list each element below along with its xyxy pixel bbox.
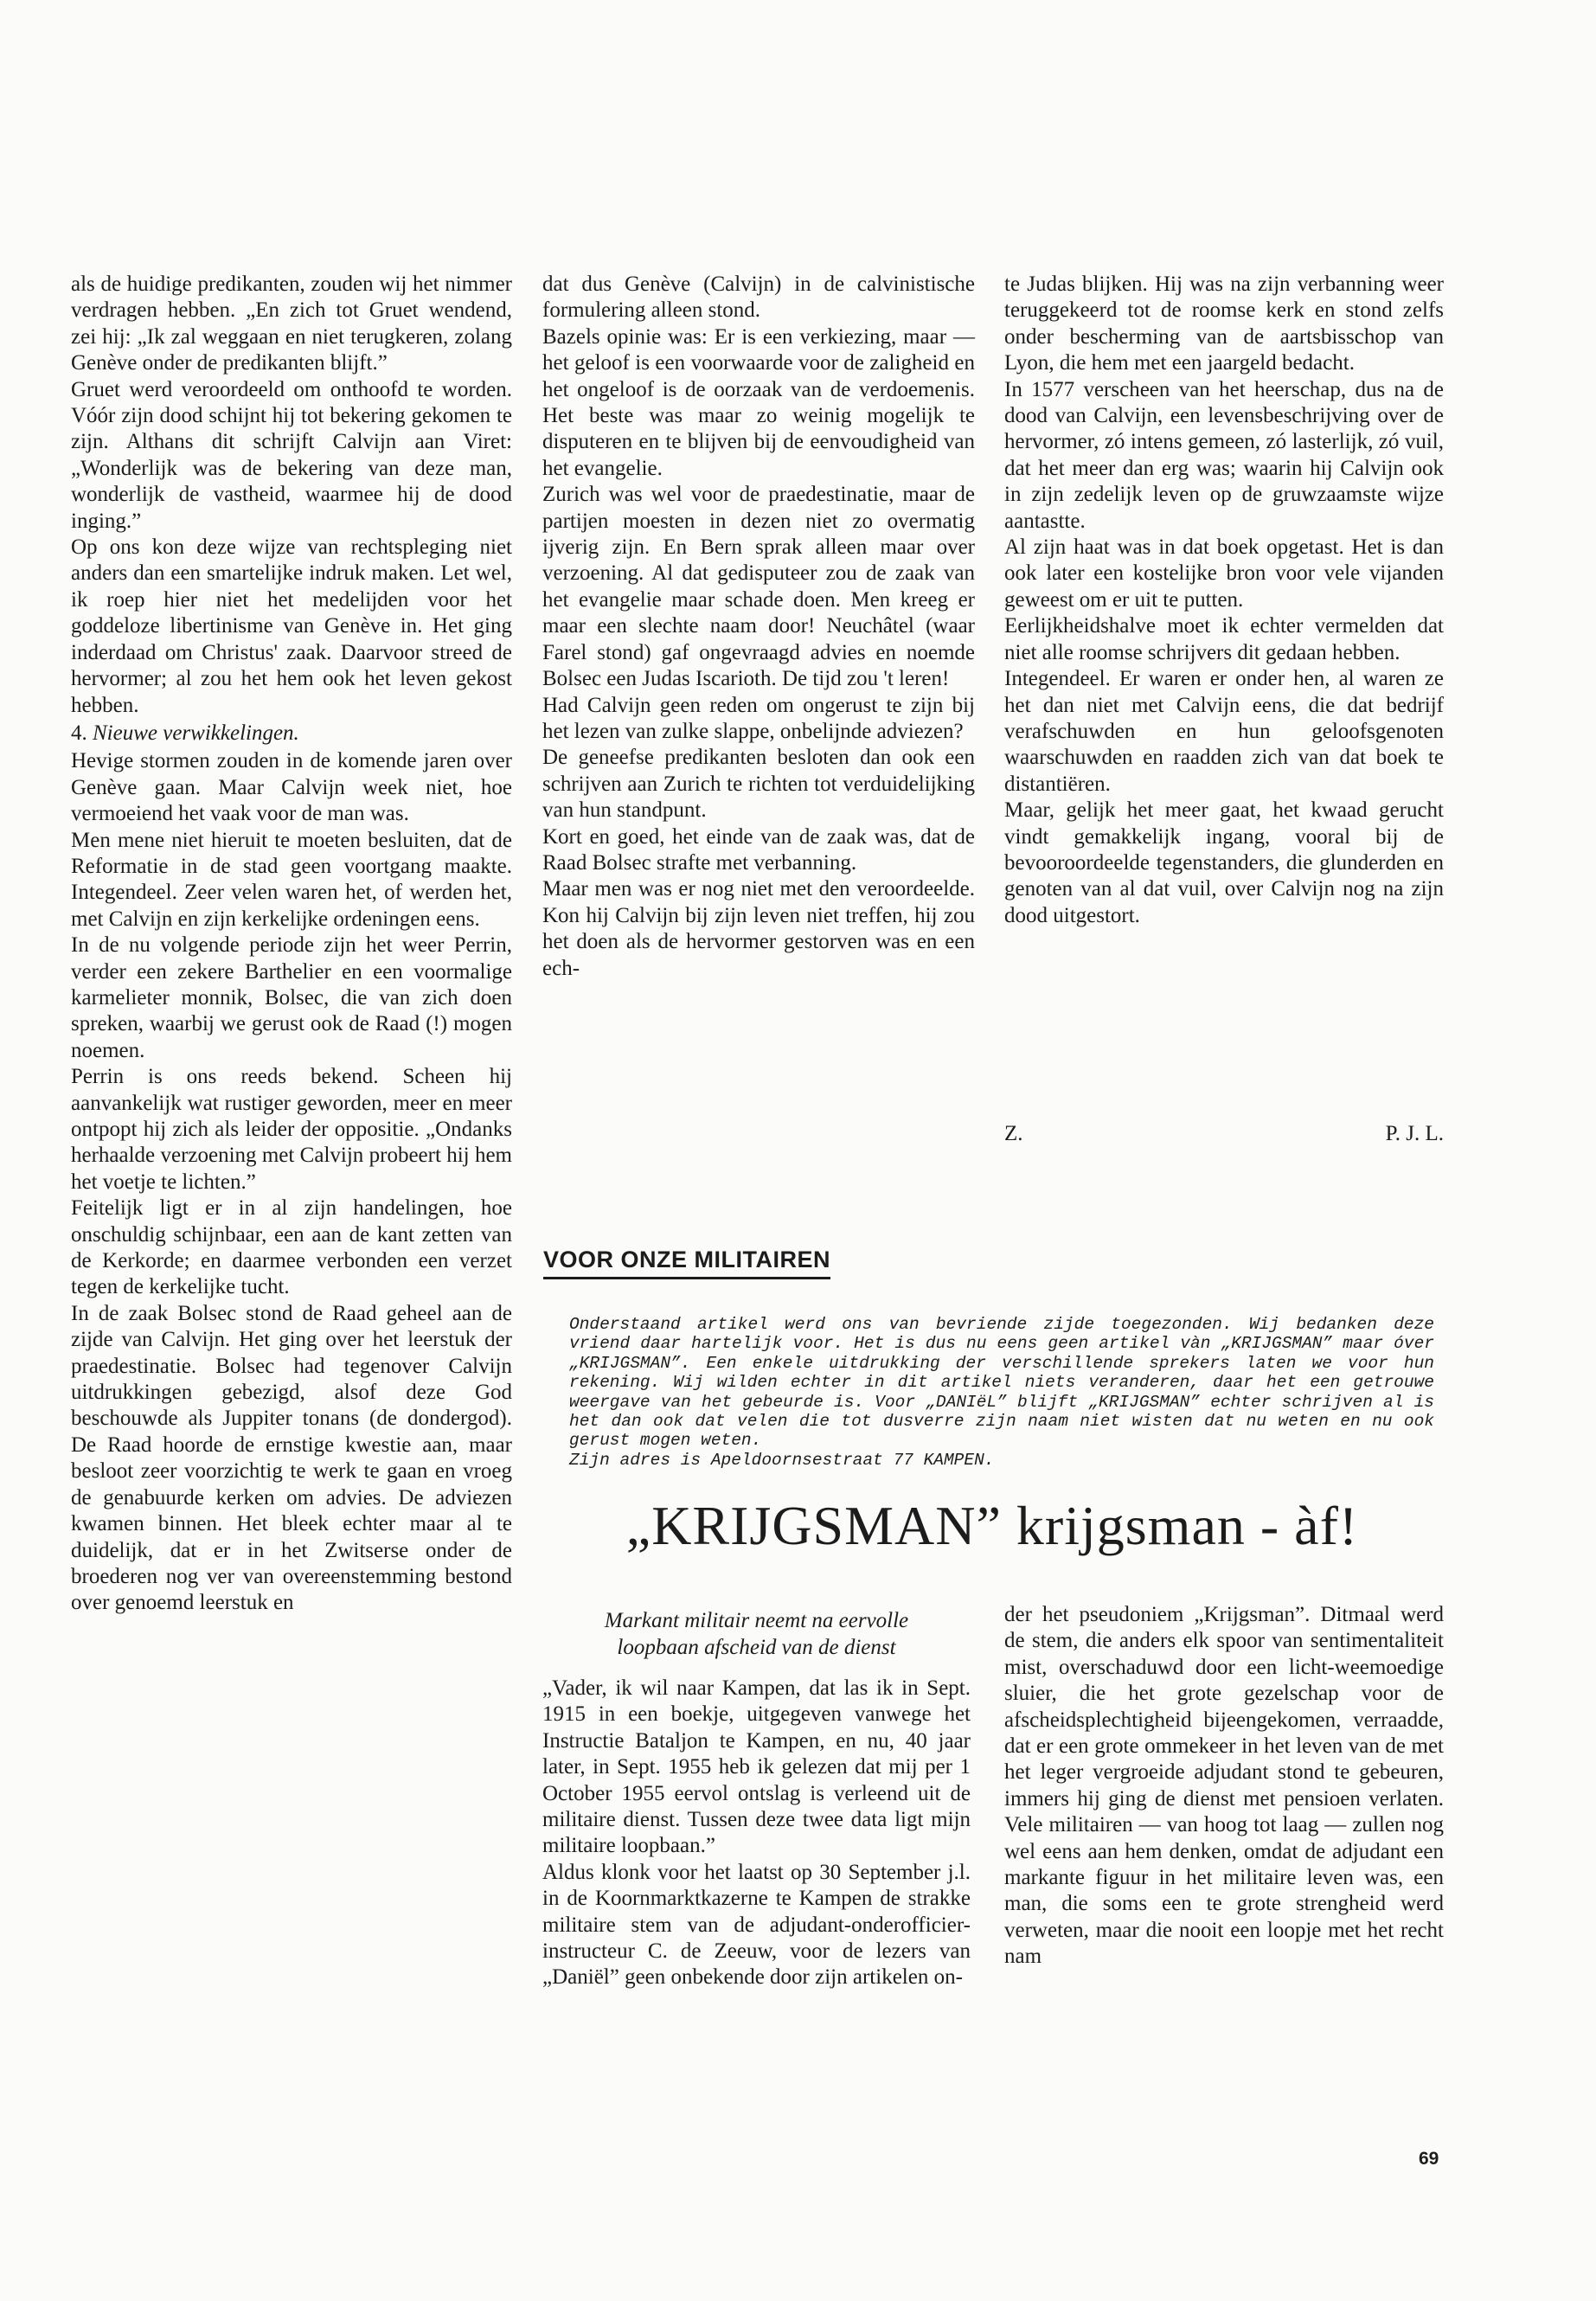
- paragraph: Eerlijkheidshalve moet ik echter vermelden dat niet alle roomse schrijvers dit gedaan hebben.: [1004, 614, 1444, 664]
- paragraph: Integendeel. Er waren er onder hen, al waren ze het dan niet met Calvijn eens, die dat bedrijf verafschuwden en hun geloofsgenoten waarschuwden en raadden zich van dat boek te distantiëren.: [1004, 667, 1444, 796]
- page-number: 69: [1419, 2149, 1439, 2169]
- paragraph: Hevige stormen zouden in de komende jaren over Genève gaan. Maar Calvijn week niet, hoe vermoeiend het vaak voor de man was.: [71, 749, 512, 826]
- paragraph: Perrin is ons reeds bekend. Scheen hij aanvankelijk wat rustiger geworden, meer en meer ontpopt hij zich als leider der oppositie. „Ondanks herhaalde verzoening met Calvijn probeert hij hem het voetje te lichten.”: [71, 1065, 512, 1194]
- paragraph: Aldus klonk voor het laatst op 30 September j.l. in de Koornmarktkazerne te Kampen de strakke militaire stem van de adjudant-onderofficier-instructeur C. de Zeeuw, voor de lezers van „Daniël” geen onbekende door zijn artikelen on-: [542, 1860, 971, 1990]
- section-heading: VOOR ONZE MILITAIREN: [543, 1247, 830, 1279]
- subheading-title: Nieuwe verwikkelingen.: [93, 721, 299, 745]
- paragraph: Men mene niet hieruit te moeten besluiten, dat de Reformatie in de stad geen voortgang maakte. Integendeel. Zeer velen waren het, of werden het, met Calvijn en zijn kerkelijke ordeningen eens.: [71, 828, 512, 931]
- article-column-4: [542, 1676, 971, 1991]
- editorial-intro: [569, 1315, 1434, 1470]
- intro-address: Zijn adres is Apeldoornsestraat 77 KAMPEN.: [569, 1450, 995, 1470]
- signature-initial: Z.: [1004, 1122, 1023, 1145]
- paragraph: „Vader, ik wil naar Kampen, dat las ik in Sept. 1915 in een boekje, uitgegeven vanwege het Instructie Bataljon te Kampen, en nu, 40 jaar later, in Sept. 1955 heb ik gelezen dat mij per 1 October 1955 eervol ontslag is verleend uit de militaire dienst. Tussen deze twee data ligt mijn militaire loopbaan.”: [542, 1676, 971, 1858]
- article-column-5: [1004, 1602, 1444, 1971]
- paragraph: Maar men was er nog niet met den veroordeelde. Kon hij Calvijn bij zijn leven niet treffen, hij zou het doen als de hervormer gestorven was en een ech-: [542, 877, 975, 980]
- kicker: [542, 1607, 971, 1661]
- article-signature: [1004, 1122, 1444, 1146]
- article-column-3: [1004, 272, 1444, 929]
- paragraph: Had Calvijn geen reden om ongerust te zijn bij het lezen van zulke slappe, onbelijnde adviezen?: [542, 693, 975, 743]
- paragraph: dat dus Genève (Calvijn) in de calvinistische formulering alleen stond.: [542, 272, 975, 323]
- kicker-line: loopbaan afscheid van de dienst: [617, 1636, 896, 1659]
- headline: „KRIJGSMAN” krijgsman - àf!: [625, 1495, 1359, 1556]
- paragraph: In 1577 verscheen van het heerschap, dus na de dood van Calvijn, een levensbeschrijving over de hervormer, zó intens gemeen, zó lasterlijk, zó vuil, dat het meer dan erg was; waarin hij Calvijn ook in zijn zedelijk leven op de gruwzaamste wijze aantastte.: [1004, 377, 1444, 533]
- paragraph: Feitelijk ligt er in al zijn handelingen, hoe onschuldig schijnbaar, een aan de kant zetten van de Kerkorde; en daarmee verbonden een verzet tegen de kerkelijke tucht.: [71, 1196, 512, 1299]
- paragraph: Zurich was wel voor de praedestinatie, maar de partijen moesten in dezen niet zo overmatig ijverig zijn. En Bern sprak alleen maar over verzoening. Al dat gedisputeer zou de zaak van het evangelie maar schade doen. Men kreeg er maar een slechte naam door! Neuchâtel (waar Farel stond) gaf ongevraagd advies en noemde Bolsec een Judas Iscarioth. De tijd zou 't leren!: [542, 483, 975, 691]
- article-column-1: [71, 272, 512, 1617]
- kicker-line: Markant militair neemt na eervolle: [604, 1609, 909, 1632]
- subheading: [71, 721, 512, 747]
- paragraph: De geneefse predikanten besloten dan ook een schrijven aan Zurich te richten tot verduidelijking van hun standpunt.: [542, 746, 975, 823]
- signature-author: P. J. L.: [1385, 1122, 1444, 1145]
- paragraph: te Judas blijken. Hij was na zijn verbanning weer teruggekeerd tot de roomse kerk en stond zelfs onder bescherming van de aartsbisschop van Lyon, die hem met een jaargeld bedacht.: [1004, 272, 1444, 375]
- paragraph: Op ons kon deze wijze van rechtspleging niet anders dan een smartelijke indruk maken. Let wel, ik roep hier niet het medelijden voor het goddeloze libertinisme van Genève in. Het ging inderdaad om Christus' zaak. Daarvoor streed de hervormer; al zou het hem ook het leven gekost hebben.: [71, 535, 512, 717]
- paragraph: In de nu volgende periode zijn het weer Perrin, verder een zekere Barthelier en een voormalige karmelieter monnik, Bolsec, die van zich doen spreken, waarbij we gerust ook de Raad (!) mogen noemen.: [71, 933, 512, 1062]
- paragraph: Gruet werd veroordeeld om onthoofd te worden. Vóór zijn dood schijnt hij tot bekering gekomen te zijn. Althans dit schrijft Calvijn aan Viret: „Wonderlijk was de bekering van deze man, wonderlijk de vastheid, waarmee hij de dood inging.”: [71, 377, 512, 533]
- paragraph: Maar, gelijk het meer gaat, het kwaad gerucht vindt gemakkelijk ingang, vooral bij de bevooroordeelde tegenstanders, die glunderden en genoten van al dat vuil, over Calvijn nog na zijn dood uitgestort.: [1004, 798, 1444, 927]
- paragraph: der het pseudoniem „Krijgsman”. Ditmaal werd de stem, die anders elk spoor van sentimentaliteit mist, overschaduwd door een licht-weemoedige sluier, die het grote gezelschap voor de afscheidsplechtigheid bijeengekomen, verraadde, dat er een grote ommekeer in het leven van de met het leger vergroeide adjudant stond te gebeuren, immers hij ging de dienst met pensioen verlaten. Vele militairen — van hoog tot laag — zullen nog wel eens aan hem denken, omdat de adjudant een markante figuur in het militaire leven was, een man, die soms een te grote strengheid werd verweten, maar die nooit een loopje met het recht nam: [1004, 1603, 1444, 1969]
- article-column-2: [542, 272, 975, 982]
- intro-text: Onderstaand artikel werd ons van bevriende zijde toegezonden. Wij bedanken deze vriend daar hartelijk voor. Het is dus nu eens geen artikel vàn „KRIJGSMAN” maar óver „KRIJGSMAN”. Een enkele uitdrukking der verschillende sprekers laten we voor hun rekening. Wij wilden echter in dit artikel niets veranderen, daar het een getrouwe weergave van het gebeurde is. Voor „DANIëL” blijft „KRIJGSMAN” echter schrijven al is het dan ook dat velen die tot dusverre zijn naam niet wisten dat nu weten en nu ook gerust mogen weten.: [569, 1315, 1434, 1451]
- paragraph: In de zaak Bolsec stond de Raad geheel aan de zijde van Calvijn. Het ging over het leerstuk der praedestinatie. Bolsec had tegenover Calvijn uitdrukkingen gebezigd, alsof deze God beschouwde als Juppiter tonans (de dondergod). De Raad hoorde de ernstige kwestie aan, maar besloot zeer voorzichtig te werk te gaan en vroeg de genabuurde kerken om advies. De adviezen kwamen binnen. Het bleek echter maar al te duidelijk, dat er in het Zwitserse onder de broederen nog ver van overeenstemming bestond over genoemd leerstuk en: [71, 1301, 512, 1615]
- paragraph: Kort en goed, het einde van de zaak was, dat de Raad Bolsec strafte met verbanning.: [542, 824, 975, 875]
- paragraph: Al zijn haat was in dat boek opgetast. Het is dan ook later een kostelijke bron voor vele vijanden geweest om er uit te putten.: [1004, 535, 1444, 612]
- paragraph: Bazels opinie was: Er is een verkiezing, maar — het geloof is een voorwaarde voor de zaligheid en het ongeloof is de oorzaak van de verdoemenis. Het beste was maar zo weinig mogelijk te disputeren en te blijven bij de eenvoudigheid van het evangelie.: [542, 324, 975, 480]
- subheading-number: 4.: [71, 721, 87, 745]
- paragraph: als de huidige predikanten, zouden wij het nimmer verdragen hebben. „En zich tot Gruet wendend, zei hij: „Ik zal weggaan en niet terugkeren, zolang Genève onder de predikanten blijft.”: [71, 272, 512, 375]
